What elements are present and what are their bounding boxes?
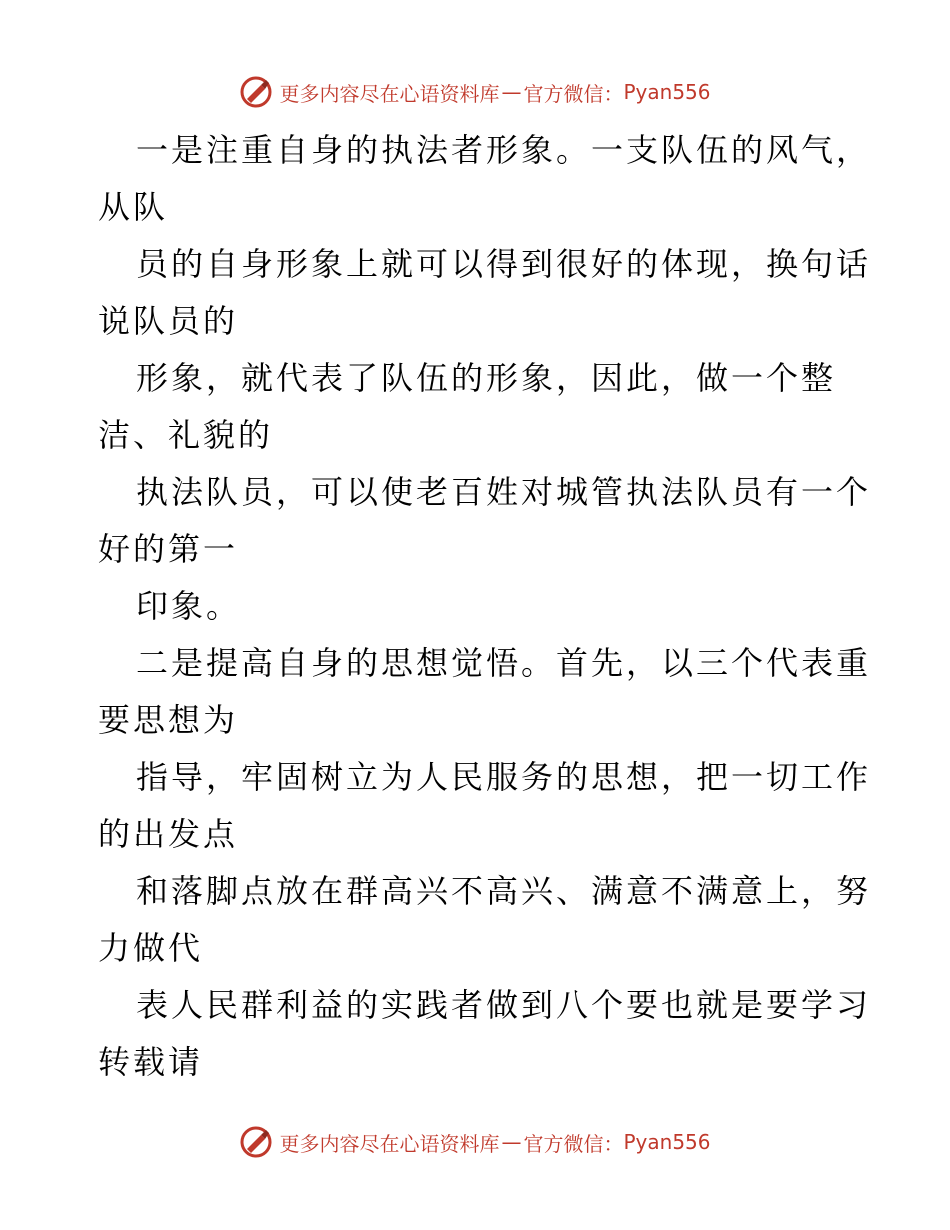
text-line: 执法队员，可以使老百姓对城管执法队员有一个 xyxy=(136,473,872,511)
text-line: 要思想为 xyxy=(98,701,239,739)
text-line: 和落脚点放在群高兴不高兴、满意不满意上，努 xyxy=(136,872,872,910)
footer-watermark xyxy=(0,1122,950,1162)
footer-wechat-label: 官方微信： xyxy=(523,1131,624,1156)
text-line: 一是注重自身的执法者形象。一支队伍的风气， xyxy=(136,131,872,169)
header-brand: 更多内容尽在心语资料库 xyxy=(279,81,500,106)
text-line: 的出发点 xyxy=(98,815,239,853)
text-line: 转载请 xyxy=(98,1043,204,1081)
text-line: 形象，就代表了队伍的形象，因此，做一个整 xyxy=(136,359,837,397)
text-line: 力做代 xyxy=(98,929,204,967)
header-account: Pyan556 xyxy=(623,80,711,104)
pen-logo-icon xyxy=(239,1125,273,1159)
pen-logo-icon xyxy=(239,75,273,109)
text-line: 指导，牢固树立为人民服务的思想，把一切工作 xyxy=(136,758,872,796)
header-wechat-label: 官方微信： xyxy=(523,81,624,106)
text-line: 印象。 xyxy=(136,587,242,625)
text-line: 员的自身形象上就可以得到很好的体现，换句话 xyxy=(136,245,872,283)
footer-brand: 更多内容尽在心语资料库 xyxy=(279,1131,500,1156)
header-separator: — xyxy=(501,80,522,104)
text-line: 说队员的 xyxy=(98,302,239,340)
document-body xyxy=(98,122,872,1091)
text-line: 好的第一 xyxy=(98,530,239,568)
text-line: 洁、礼貌的 xyxy=(98,416,274,454)
header-watermark xyxy=(0,72,950,112)
text-line: 二是提高自身的思想觉悟。首先，以三个代表重 xyxy=(136,644,872,682)
footer-separator: — xyxy=(501,1130,522,1154)
footer-account: Pyan556 xyxy=(623,1130,711,1154)
text-line: 从队 xyxy=(98,188,169,226)
text-line: 表人民群利益的实践者做到八个要也就是要学习 xyxy=(136,986,872,1024)
